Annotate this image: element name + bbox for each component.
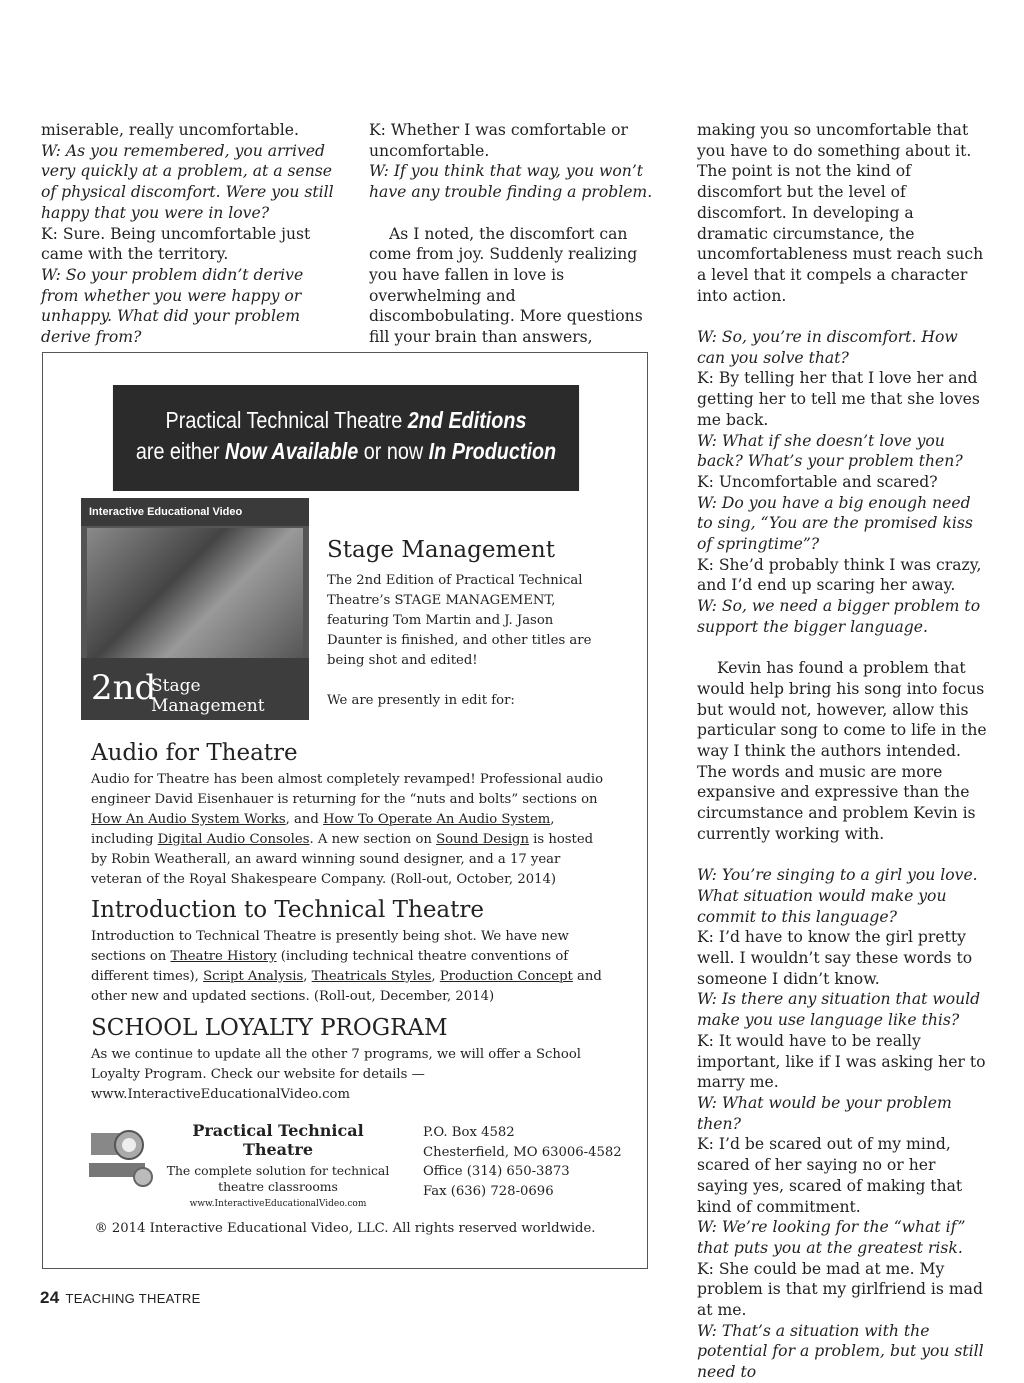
ptt-name: Practical Technical Theatre [192, 1121, 364, 1159]
banner-emphasis: 2nd Editions [407, 407, 527, 433]
banner-emphasis: Now Available [224, 438, 359, 464]
interviewer-line: W: We’re looking for the “what if” that puts you at the greatest risk. [697, 1218, 966, 1257]
box-edition: 2nd [91, 668, 157, 708]
intro-heading: Introduction to Technical Theatre [91, 897, 484, 923]
interviewer-line: W: That’s a situation with the potential for a problem, but you still need to [697, 1321, 984, 1382]
link-operate-audio[interactable]: How To Operate An Audio System [323, 812, 551, 827]
audio-section [91, 738, 611, 890]
box-title: Stage Management [151, 676, 265, 716]
interviewer-line: W: So your problem didn’t derive from whether you were happy or unhappy. What did your problem derive from? [41, 265, 304, 347]
loyalty-paragraph: As we continue to update all the other 7 programs, we will offer a School Loyalty Program. Check our website for details — www.InteractiveEducationalVideo.com [91, 1047, 581, 1102]
respondent-line: miserable, really uncomfortable. [41, 121, 299, 139]
respondent-line: K: I’d be scared out of my mind, scared of her saying no or her saying yes, scared of making that kind of commitment. [697, 1135, 963, 1216]
respondent-line: K: She could be mad at me. My problem is that my girlfriend is mad at me. [697, 1259, 983, 1320]
interviewer-line: W: If you think that way, you won’t have any trouble finding a problem. [369, 162, 653, 202]
link-audio-system[interactable]: How An Audio System Works [91, 812, 286, 827]
loyalty-section [91, 1013, 611, 1105]
paragraph-gap [697, 845, 989, 866]
link-script-analysis[interactable]: Script Analysis [203, 969, 304, 984]
audio-heading: Audio for Theatre [91, 740, 298, 766]
ptt-url[interactable]: www.InteractiveEducationalVideo.com [189, 1199, 367, 1209]
page-footer [40, 1288, 201, 1308]
respondent-line: K: I’d have to know the girl pretty well. I wouldn’t say these words to someone I didn’t know. [697, 928, 973, 988]
address-line: Chesterfield, MO 63006-4582 [423, 1144, 622, 1160]
box-publisher: Interactive Educational Video [81, 498, 309, 526]
ptt-block [163, 1121, 393, 1209]
paragraph-gap [697, 638, 989, 659]
stage-management-body [327, 571, 597, 711]
dvd-box-image [81, 498, 309, 720]
narrative-paragraph: As I noted, the discomfort can come from joy. Suddenly realizing you have fallen in love is overwhelming and discombobulating. More questions fill your brain than answers, [369, 224, 643, 347]
respondent-line: K: Uncomfortable and scared? [697, 472, 938, 491]
phone-line: Office (314) 650-3873 [423, 1164, 570, 1179]
respondent-line: K: It would have to be really important, like if I was asking her to marry me. [697, 1031, 986, 1092]
intro-paragraph: Introduction to Technical Theatre is presently being shot. We have new sections on Theatre History (including technical theatre conventions of different times), Script Analysis, Theatricals Styles, Production Concept and other new and updated sections. (Roll-out, December, 2014) [91, 929, 602, 1004]
box-label [81, 658, 309, 720]
spotlight-logo-icon [85, 1119, 157, 1191]
interviewer-line: W: Is there any situation that would make you use language like this? [697, 990, 981, 1030]
audio-paragraph: Audio for Theatre has been almost completely revamped! Professional audio engineer David Eisenhauer is returning for the “nuts and bolts” sections on How An Audio System Works, and How To Operate An Audio System, including Digital Audio Consoles. A new section on Sound Design is hosted by Robin Weatherall, an award winning sound designer, and a 17 year veteran of the Royal Shakespeare Company. (Roll-out, October, 2014) [91, 772, 604, 887]
link-production-concept[interactable]: Production Concept [439, 969, 573, 984]
paragraph-gap [697, 306, 989, 327]
respondent-line: K: Whether I was comfortable or uncomfortable. [369, 121, 628, 160]
advertisement [42, 352, 648, 1269]
banner-text: are either [135, 438, 225, 464]
stage-management-heading: Stage Management [327, 537, 555, 563]
column-3 [697, 120, 989, 1383]
page-number: 24 [40, 1288, 60, 1307]
ad-banner [113, 385, 579, 491]
interviewer-line: W: So, we need a bigger problem to support the bigger language. [697, 597, 981, 636]
paragraph-gap [369, 203, 659, 224]
loyalty-heading: SCHOOL LOYALTY PROGRAM [91, 1015, 448, 1041]
link-sound-design[interactable]: Sound Design [436, 832, 529, 847]
address-line: P.O. Box 4582 [423, 1125, 515, 1140]
intro-section [91, 895, 611, 1007]
link-theatrical-styles[interactable]: Theatricals Styles [311, 969, 432, 984]
copyright: ® 2014 Interactive Educational Video, LLC. All rights reserved worldwide. [94, 1221, 596, 1236]
publication-title: TEACHING THEATRE [65, 1291, 201, 1306]
fax-line: Fax (636) 728-0696 [423, 1183, 554, 1199]
interviewer-line: W: As you remembered, you arrived very quickly at a problem, at a sense of physical discomfort. Were you still happy that you were in love? [41, 141, 334, 222]
sm-edit-note: We are presently in edit for: [327, 693, 515, 708]
respondent-line: making you so uncomfortable that you have to do something about it. The point is not the kind of discomfort but the level of discomfort. In developing a dramatic circumstance, the uncomfortableness must reach such a level that it compels a character into action. [697, 121, 984, 305]
interviewer-line: W: You’re singing to a girl you love. What situation would make you commit to this language? [697, 866, 978, 926]
narrative-paragraph: Kevin has found a problem that would help bring his song into focus but would not, however, allow this particular song to come to life in the way I think the authors intended. The words and music are more expansive and expressive than the circumstance and problem Kevin is currently working with. [697, 659, 987, 843]
theatre-collage-image [87, 528, 303, 658]
ptt-tagline: The complete solution for technical theatre classrooms [166, 1163, 390, 1194]
banner-text: Practical Technical Theatre [165, 407, 408, 433]
link-theatre-history[interactable]: Theatre History [170, 949, 277, 964]
banner-emphasis: In Production [428, 438, 557, 464]
interviewer-line: W: Do you have a big enough need to sing, “You are the promised kiss of springtime”? [697, 493, 973, 554]
interviewer-line: W: So, you’re in discomfort. How can you solve that? [697, 328, 958, 367]
interviewer-line: W: What would be your problem then? [697, 1094, 952, 1133]
respondent-line: K: By telling her that I love her and getting her to tell me that she loves me back. [697, 369, 980, 429]
column-2 [369, 120, 659, 348]
interviewer-line: W: What if she doesn’t love you back? What’s your problem then? [697, 431, 963, 471]
respondent-line: K: Sure. Being uncomfortable just came with the territory. [41, 224, 311, 264]
link-digital-consoles[interactable]: Digital Audio Consoles [157, 832, 310, 847]
address-block [423, 1123, 622, 1201]
banner-text: or now [358, 438, 429, 464]
column-1 [41, 120, 341, 348]
sm-paragraph: The 2nd Edition of Practical Technical Theatre’s STAGE MANAGEMENT, featuring Tom Martin and J. Jason Daunter is finished, and other titles are being shot and edited! [327, 573, 592, 668]
respondent-line: K: She’d probably think I was crazy, and I’d end up scaring her away. [697, 555, 982, 595]
